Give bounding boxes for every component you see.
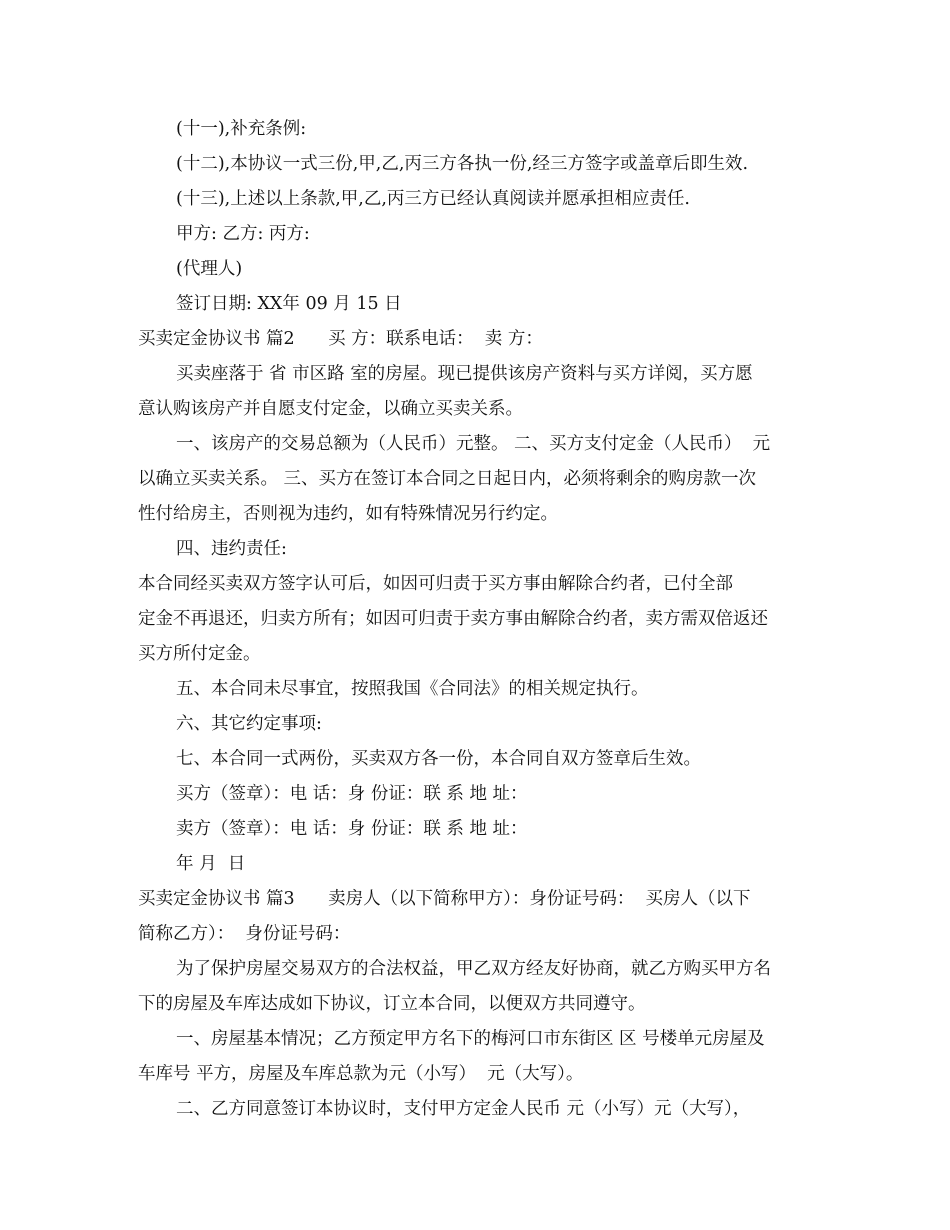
buyer-signature-line: 买方（签章）：电 话：身 份证：联 系 地 址： xyxy=(176,784,528,804)
paragraph-line: 简称乙方）： 身份证号码： xyxy=(138,924,351,944)
clause-11: (十一),补充条例: xyxy=(176,119,307,139)
parties-line: 甲方: 乙方: 丙方: xyxy=(176,224,310,244)
clause-line: 五、本合同未尽事宜，按照我国《合同法》的相关规定执行。 xyxy=(176,679,649,699)
section-heading-2: 买卖定金协议书 篇2 买 方：联系电话： 卖 方： xyxy=(138,329,543,349)
signing-date: 签订日期: XX年 09 月 15 日 xyxy=(176,294,402,314)
paragraph-line: 意认购该房产并自愿支付定金，以确立买卖关系。 xyxy=(138,399,523,419)
date-line: 年 月 日 xyxy=(176,854,246,874)
section-heading-3: 买卖定金协议书 篇3 卖房人（以下简称甲方）：身份证号码： 买房人（以下 xyxy=(138,889,751,909)
paragraph-line: 性付给房主，否则视为违约，如有特殊情况另行约定。 xyxy=(138,504,558,524)
paragraph-line: 本合同经买卖双方签字认可后，如因可归责于买方事由解除合约者，已付全部 xyxy=(138,574,733,594)
paragraph-line: 买方所付定金。 xyxy=(138,644,261,664)
paragraph-line: 车库号 平方，房屋及车库总款为元（小写） 元（大写）。 xyxy=(138,1064,584,1084)
paragraph-line: 买卖座落于 省 市区路 室的房屋。现已提供该房产资料与买方详阅，买方愿 xyxy=(176,364,753,384)
seller-signature-line: 卖方（签章）：电 话：身 份证：联 系 地 址： xyxy=(176,819,528,839)
paragraph-line: 定金不再退还，归卖方所有；如因可归责于卖方事由解除合约者，卖方需双倍返还 xyxy=(138,609,768,629)
clause-line: 七、本合同一式两份，买卖双方各一份，本合同自双方签章后生效。 xyxy=(176,749,701,769)
paragraph-line: 一、该房产的交易总额为（人民币）元整。 二、买方支付定金（人民币） 元 xyxy=(176,434,771,454)
paragraph-line: 为了保护房屋交易双方的合法权益，甲乙双方经友好协商，就乙方购买甲方名 xyxy=(176,959,771,979)
clause-heading: 四、违约责任: xyxy=(176,539,287,559)
paragraph-line: 二、乙方同意签订本协议时，支付甲方定金人民币 元（小写）元（大写）， xyxy=(176,1099,751,1119)
clause-13: (十三),上述以上条款,甲,乙,丙三方已经认真阅读并愿承担相应责任. xyxy=(176,189,690,209)
agent-line: (代理人) xyxy=(176,259,243,279)
paragraph-line: 以确立买卖关系。 三、买方在签订本合同之日起日内，必须将剩余的购房款一次 xyxy=(138,469,757,489)
paragraph-line: 下的房屋及车库达成如下协议，订立本合同，以便双方共同遵守。 xyxy=(138,994,646,1014)
clause-line: 六、其它约定事项: xyxy=(176,714,322,734)
clause-12: (十二),本协议一式三份,甲,乙,丙三方各执一份,经三方签字或盖章后即生效. xyxy=(176,154,749,174)
paragraph-line: 一、房屋基本情况；乙方预定甲方名下的梅河口市东街区 区 号楼单元房屋及 xyxy=(176,1029,765,1049)
